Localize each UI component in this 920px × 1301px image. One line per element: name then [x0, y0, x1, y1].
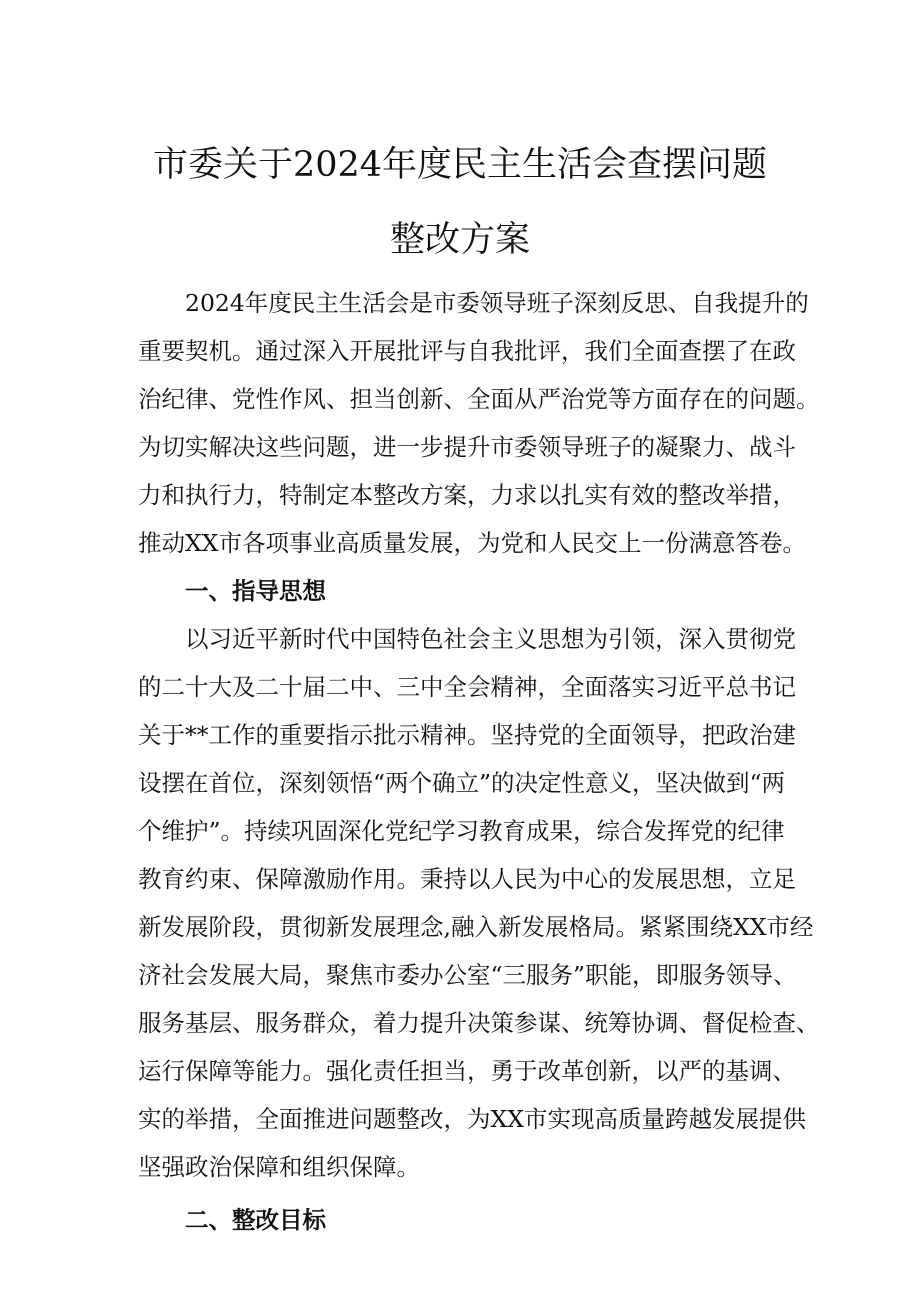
document-title-line-1: 市委关于2024年度民主生活会查摆问题 — [152, 145, 768, 185]
intro-paragraph-line: 力和执行力，特制定本整改方案，力求以扎实有效的整改举措， — [138, 481, 796, 509]
section1-paragraph-line: 济社会发展大局，聚焦市委办公室“三服务”职能，即服务领导、 — [138, 961, 797, 989]
section1-paragraph-line: 服务基层、服务群众，着力提升决策参谋、统筹协调、督促检查、 — [138, 1009, 820, 1037]
section-heading-rectification-goals: 二、整改目标 — [185, 1206, 326, 1234]
section1-paragraph-line: 新发展阶段，贯彻新发展理念,融入新发展格局。紧紧围绕XX市经 — [138, 913, 814, 941]
intro-paragraph-line: 为切实解决这些问题，进一步提升市委领导班子的凝聚力、战斗 — [138, 433, 796, 461]
section1-paragraph-line: 以习近平新时代中国特色社会主义思想为引领，深入贯彻党 — [185, 625, 796, 653]
section1-paragraph-line: 教育约束、保障激励作用。秉持以人民为中心的发展思想，立足 — [138, 865, 796, 893]
section1-paragraph-line: 个维护”。持续巩固深化党纪学习教育成果，综合发挥党的纪律 — [138, 817, 785, 845]
section-heading-guiding-thought: 一、指导思想 — [185, 577, 326, 605]
section1-paragraph-line: 的二十大及二十届二中、三中全会精神，全面落实习近平总书记 — [138, 673, 796, 701]
intro-paragraph-line: 推动XX市各项事业高质量发展，为党和人民交上一份满意答卷。 — [138, 529, 806, 557]
section1-paragraph-line: 运行保障等能力。强化责任担当，勇于改革创新，以严的基调、 — [138, 1057, 796, 1085]
document-title-line-2: 整改方案 — [389, 220, 530, 260]
intro-paragraph-line: 重要契机。通过深入开展批评与自我批评，我们全面查摆了在政 — [138, 337, 796, 365]
section1-paragraph-line: 设摆在首位，深刻领悟“两个确立”的决定性意义，坚决做到“两 — [138, 769, 786, 797]
intro-paragraph-line: 2024年度民主生活会是市委领导班子深刻反思、自我提升的 — [185, 289, 809, 317]
section1-paragraph-line: 坚强政治保障和组织保障。 — [138, 1153, 420, 1181]
intro-paragraph-line: 治纪律、党性作风、担当创新、全面从严治党等方面存在的问题。 — [138, 385, 820, 413]
section1-paragraph-line: 关于**工作的重要指示批示精神。坚持党的全面领导，把政治建 — [138, 721, 796, 749]
section1-paragraph-line: 实的举措，全面推进问题整改，为XX市实现高质量跨越发展提供 — [138, 1105, 806, 1133]
